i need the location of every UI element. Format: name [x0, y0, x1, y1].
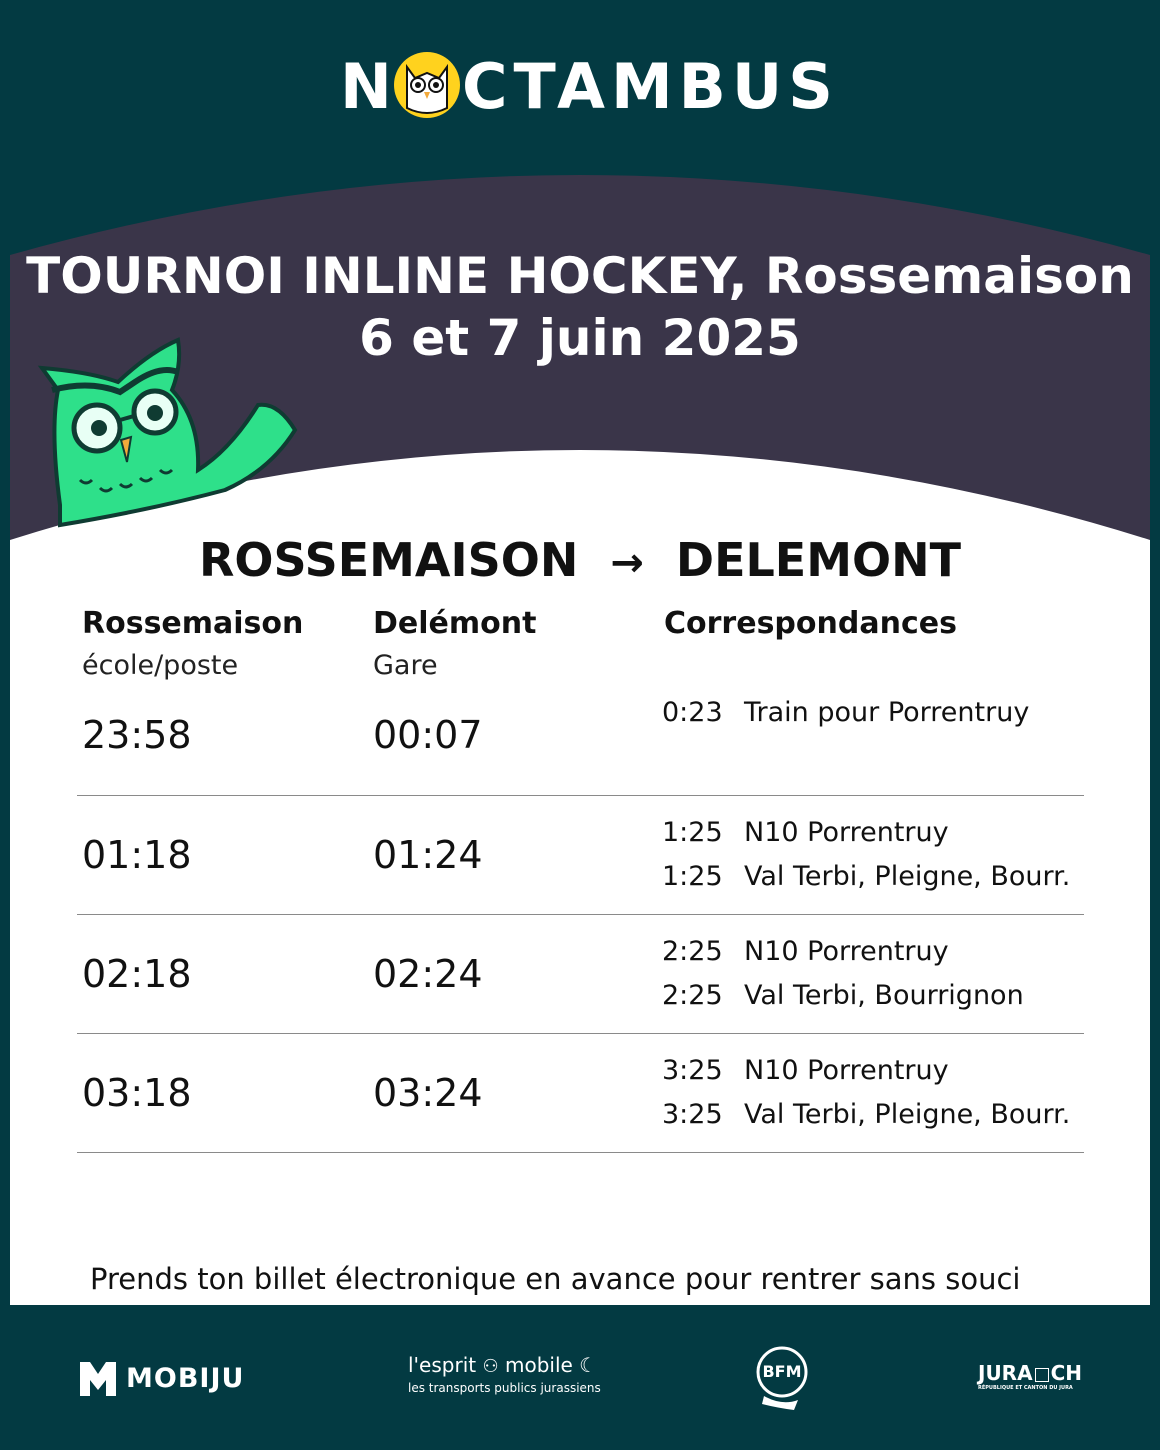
connection-item	[662, 817, 949, 848]
connection-label: Val Terbi, Bourrignon	[744, 980, 1024, 1011]
row-divider	[77, 1033, 1084, 1034]
mobiju-logo	[78, 1356, 244, 1400]
connection-time: 3:25	[662, 1099, 723, 1130]
connection-time: 0:23	[662, 697, 723, 728]
row-divider	[77, 795, 1084, 796]
jura-flag-icon	[1035, 1368, 1049, 1382]
connections-column-header: Correspondances	[664, 606, 957, 641]
bike-icon: ⚇	[482, 1356, 499, 1377]
logo-wordmark-right: CTAMBUS	[462, 50, 839, 123]
connection-label: N10 Porrentruy	[744, 1055, 949, 1086]
mobiju-wordmark: MOBIJU	[126, 1362, 245, 1394]
bfm-logo	[754, 1344, 810, 1412]
route-arrow-icon: →	[610, 540, 644, 586]
connection-time: 1:25	[662, 861, 723, 892]
connection-time: 3:25	[662, 1055, 723, 1086]
esprit-subtitle: les transports publics jurassiens	[408, 1381, 601, 1395]
mobiju-m-icon	[78, 1358, 118, 1398]
esprit-mobile-logo	[408, 1352, 601, 1396]
connection-label: Val Terbi, Pleigne, Bourr.	[744, 1099, 1071, 1130]
trip-arrive-time: 01:24	[373, 833, 483, 877]
connection-label: N10 Porrentruy	[744, 936, 949, 967]
row-divider	[77, 914, 1084, 915]
trip-depart-time: 23:58	[82, 713, 192, 757]
moon-icon: ☾	[579, 1353, 598, 1377]
connection-item	[662, 936, 949, 967]
jura-subtitle: RÉPUBLIQUE ET CANTON DU JURA	[978, 1385, 1073, 1391]
trip-arrive-time: 03:24	[373, 1071, 483, 1115]
origin-stop-label: école/poste	[82, 650, 239, 681]
connection-item	[662, 980, 1024, 1011]
destination-column-header: Delémont	[373, 606, 537, 641]
esprit-word: l'esprit	[408, 1353, 477, 1377]
connection-item	[662, 697, 1029, 728]
destination-stop-label: Gare	[373, 650, 438, 681]
connection-item	[662, 861, 1070, 892]
connection-label: Train pour Porrentruy	[744, 697, 1030, 728]
trip-depart-time: 03:18	[82, 1071, 192, 1115]
jura-ch-logo	[978, 1362, 1082, 1392]
trip-arrive-time: 02:24	[373, 952, 483, 996]
connection-time: 2:25	[662, 980, 723, 1011]
route-to: DELEMONT	[675, 533, 961, 587]
route-heading	[0, 530, 1160, 593]
connection-time: 1:25	[662, 817, 723, 848]
jura-word: JURA	[978, 1361, 1033, 1385]
event-title-line2: 6 et 7 juin 2025	[359, 309, 801, 367]
row-divider	[77, 1152, 1084, 1153]
connection-label: N10 Porrentruy	[744, 817, 949, 848]
trip-depart-time: 02:18	[82, 952, 192, 996]
trip-depart-time: 01:18	[82, 833, 192, 877]
connection-item	[662, 1099, 1070, 1130]
trip-arrive-time: 00:07	[373, 713, 483, 757]
connection-time: 2:25	[662, 936, 723, 967]
event-title-line1: TOURNOI INLINE HOCKEY, Rossemaison	[26, 247, 1134, 305]
ch-word: CH	[1050, 1361, 1082, 1385]
ticket-advice-note: Prends ton billet électronique en avance pour rentrer sans souci	[90, 1262, 1021, 1296]
origin-column-header: Rossemaison	[82, 606, 304, 641]
route-from: ROSSEMAISON	[199, 533, 579, 587]
connection-item	[662, 1055, 949, 1086]
bfm-wordmark: BFM	[762, 1362, 802, 1381]
connection-label: Val Terbi, Pleigne, Bourr.	[744, 861, 1071, 892]
event-title	[0, 245, 1160, 369]
mobile-word: mobile	[504, 1353, 573, 1377]
logo-wordmark-left: N	[340, 50, 396, 123]
